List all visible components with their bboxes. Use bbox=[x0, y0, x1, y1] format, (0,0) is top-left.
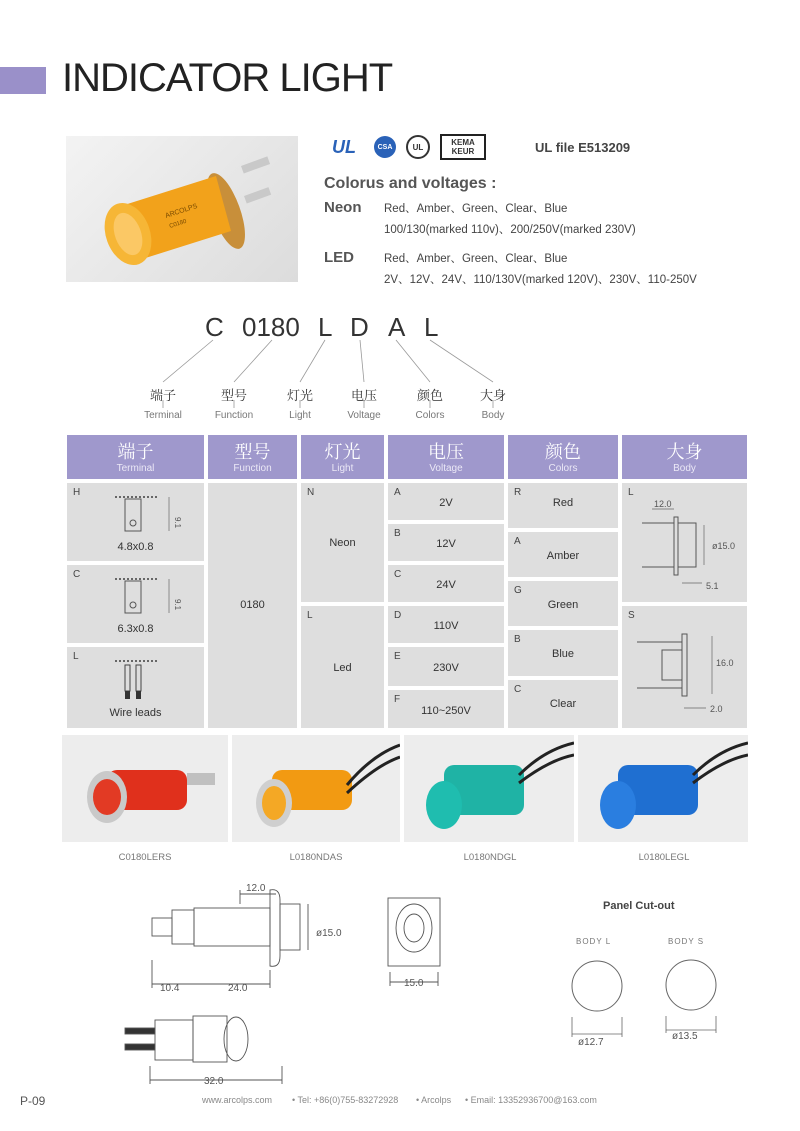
code-label-colors-en: Colors bbox=[415, 410, 445, 421]
code-label-terminal-en: Terminal bbox=[144, 410, 182, 421]
product-label-4: L0180LEGL bbox=[638, 852, 690, 863]
terminal-cell-l: L Wire leads bbox=[67, 647, 204, 728]
code-part-voltage: D bbox=[350, 312, 369, 342]
product-label-1: C0180LERS bbox=[118, 852, 172, 863]
svg-text:9.1: 9.1 bbox=[173, 517, 182, 529]
svg-text:ø15.0: ø15.0 bbox=[712, 541, 736, 551]
voltage-cell-e: E 230V bbox=[388, 647, 504, 686]
panel-cutout-title: Panel Cut-out bbox=[603, 900, 675, 912]
svg-text:15.0: 15.0 bbox=[404, 978, 424, 989]
code-label-voltage-cn: 电压 bbox=[350, 388, 377, 403]
code-label-light-cn: 灯光 bbox=[286, 388, 313, 403]
led-label: LED bbox=[324, 249, 354, 266]
neon-voltages: 100/130(marked 110v)、200/250V(marked 230V) bbox=[384, 224, 636, 236]
product-label-3: L0180NDGL bbox=[463, 852, 517, 863]
code-label-light-en: Light bbox=[289, 410, 311, 421]
ul-file-number: UL file E513209 bbox=[535, 140, 631, 155]
code-part-light: L bbox=[318, 312, 333, 342]
light-cell-neon: N Neon bbox=[301, 483, 384, 602]
product-label-2: L0180NDAS bbox=[289, 852, 343, 863]
footer-tel: • Tel: +86(0)755-83272928 bbox=[292, 1095, 399, 1105]
page-number: P-09 bbox=[20, 1094, 46, 1108]
colors-voltages-title: Colorus and voltages : bbox=[324, 175, 497, 192]
code-label-function-cn: 型号 bbox=[220, 388, 247, 403]
voltage-cell-a: A 2V bbox=[388, 483, 504, 520]
svg-text:10.4: 10.4 bbox=[160, 983, 180, 994]
terminal-h-drawing bbox=[107, 491, 187, 541]
code-part-function: 0180 bbox=[242, 312, 300, 342]
technical-drawing bbox=[0, 870, 560, 1090]
code-part-body: L bbox=[424, 312, 439, 342]
terminal-cell-c: C 9.1 6.3x0.8 bbox=[67, 565, 204, 643]
voltage-cell-d: D 110V bbox=[388, 606, 504, 643]
ul-listed-icon: UL bbox=[406, 135, 430, 159]
svg-text:12.0: 12.0 bbox=[246, 883, 266, 894]
svg-text:32.0: 32.0 bbox=[204, 1076, 224, 1087]
svg-text:9.1: 9.1 bbox=[173, 599, 182, 611]
voltage-cell-c: C 24V bbox=[388, 565, 504, 602]
svg-text:12.0: 12.0 bbox=[654, 499, 672, 509]
terminal-l-drawing bbox=[107, 655, 187, 705]
header-function: 型号 Function bbox=[208, 435, 297, 479]
panel-body-l-label: BODY L bbox=[576, 937, 612, 946]
kema-keur-icon: KEMA KEUR bbox=[440, 134, 486, 160]
footer-website[interactable]: www.arcolps.com bbox=[202, 1095, 273, 1105]
svg-text:ø15.0: ø15.0 bbox=[316, 928, 342, 939]
page-title: INDICATOR LIGHT bbox=[62, 56, 393, 100]
header-body: 大身 Body bbox=[622, 435, 747, 479]
ul-recognized-icon: UL bbox=[332, 136, 356, 157]
code-part-terminal: C bbox=[205, 312, 224, 342]
code-label-voltage-en: Voltage bbox=[347, 410, 381, 421]
voltage-cell-b: B 12V bbox=[388, 524, 504, 561]
voltage-cell-f: F 110~250V bbox=[388, 690, 504, 728]
photo-print-line1: ARCOLPS bbox=[164, 202, 199, 220]
header-voltage: 电压 Voltage bbox=[388, 435, 504, 479]
panel-cutout-drawing bbox=[560, 955, 760, 1055]
footer-brand: • Arcolps bbox=[416, 1095, 452, 1105]
code-label-colors-cn: 颜色 bbox=[416, 388, 443, 403]
svg-text:ø12.7: ø12.7 bbox=[578, 1037, 604, 1048]
svg-text:2.0: 2.0 bbox=[710, 704, 723, 714]
code-label-body-cn: 大身 bbox=[479, 388, 506, 403]
header-colors: 颜色 Colors bbox=[508, 435, 618, 479]
color-cell-blue: B Blue bbox=[508, 630, 618, 676]
body-cell-s: S 16.0 2.0 bbox=[622, 606, 747, 728]
light-cell-led: L Led bbox=[301, 606, 384, 728]
product-photo-green bbox=[404, 735, 574, 842]
code-part-colors: A bbox=[388, 312, 406, 342]
code-label-body-en: Body bbox=[481, 410, 505, 421]
svg-text:5.1: 5.1 bbox=[706, 581, 719, 591]
color-cell-amber: A Amber bbox=[508, 532, 618, 577]
header-terminal: 端子 Terminal bbox=[67, 435, 204, 479]
csa-icon: CSA bbox=[374, 136, 396, 158]
product-photo-red bbox=[62, 735, 228, 842]
color-cell-clear: C Clear bbox=[508, 680, 618, 728]
code-label-terminal-cn: 端子 bbox=[149, 388, 176, 403]
body-cell-l: L 12.0 ø15.0 5.1 bbox=[622, 483, 747, 602]
terminal-cell-h: H 9.1 4.8x0.8 bbox=[67, 483, 204, 561]
panel-body-s-label: BODY S bbox=[668, 937, 705, 946]
svg-text:16.0: 16.0 bbox=[716, 658, 734, 668]
product-photo-amber bbox=[232, 735, 400, 842]
led-colors: Red、Amber、Green、Clear、Blue bbox=[384, 253, 568, 265]
header-light: 灯光 Light bbox=[301, 435, 384, 479]
photo-print-line2: C0180 bbox=[168, 218, 188, 230]
code-leader-lines bbox=[0, 0, 800, 420]
body-s-drawing bbox=[622, 606, 747, 728]
svg-text:ø13.5: ø13.5 bbox=[672, 1031, 698, 1042]
led-voltages: 2V、12V、24V、110/130V(marked 120V)、230V、110-250V bbox=[384, 274, 697, 286]
function-cell: 0180 bbox=[208, 483, 297, 728]
product-photo-blue bbox=[578, 735, 748, 842]
neon-colors: Red、Amber、Green、Clear、Blue bbox=[384, 203, 568, 215]
body-l-drawing bbox=[622, 483, 747, 602]
footer-email[interactable]: • Email: 13352936700@163.com bbox=[465, 1095, 597, 1105]
svg-text:24.0: 24.0 bbox=[228, 983, 248, 994]
color-cell-green: G Green bbox=[508, 581, 618, 626]
neon-label: Neon bbox=[324, 199, 362, 216]
terminal-c-drawing bbox=[107, 573, 187, 623]
color-cell-red: R Red bbox=[508, 483, 618, 528]
code-label-function-en: Function bbox=[214, 410, 254, 421]
